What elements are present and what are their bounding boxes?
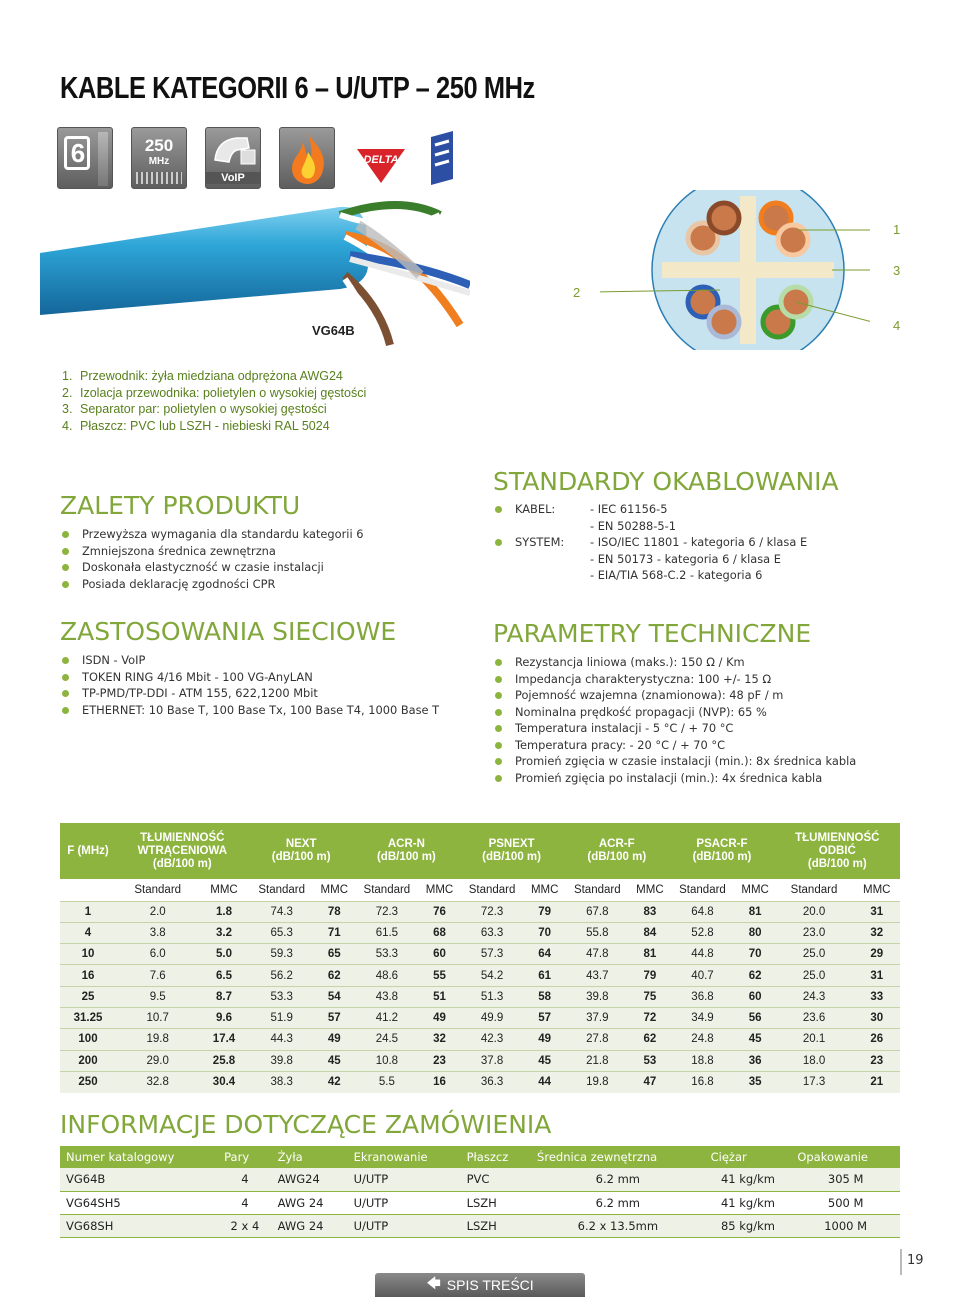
column-header: Ekranowanie: [348, 1146, 461, 1168]
list-item: Przewyższa wymagania dla standardu kategorii 6: [62, 526, 364, 543]
value-cell: 7.6: [116, 965, 199, 986]
table-row: [60, 1007, 900, 1028]
standards-list: [495, 501, 807, 584]
value-cell: 47: [630, 1071, 669, 1092]
applications-list: [62, 652, 439, 718]
table-cell: 4: [218, 1168, 272, 1191]
table-cell: 1000 M: [791, 1214, 900, 1237]
value-cell: 18.0: [775, 1050, 854, 1071]
value-cell: 45: [315, 1050, 354, 1071]
return-loss-header: TŁUMIENNOŚĆ ODBIĆ (dB/100 m): [775, 823, 900, 879]
value-cell: 54: [315, 986, 354, 1007]
product-code-label: VG64B: [312, 323, 355, 338]
applications-title: ZASTOSOWANIA SIECIOWE: [60, 617, 397, 646]
table-cell: AWG 24: [272, 1214, 348, 1237]
list-item: Doskonała elastyczność w czasie instalacji: [62, 559, 364, 576]
value-cell: 81: [630, 944, 669, 965]
page-title: KABLE KATEGORII 6 – U/UTP – 250 MHz: [60, 70, 535, 105]
value-cell: 53.3: [249, 986, 315, 1007]
list-item: Pojemność wzajemna (znamionowa): 48 pF / m: [495, 687, 856, 704]
value-cell: 62: [736, 965, 775, 986]
list-item: Temperatura instalacji - 5 °C / + 70 °C: [495, 720, 856, 737]
value-cell: 26: [853, 1029, 900, 1050]
value-cell: 53.3: [354, 944, 420, 965]
value-cell: 65: [315, 944, 354, 965]
callout-1: 1: [893, 222, 901, 237]
category-6-icon: 6: [57, 127, 113, 189]
value-cell: 57: [525, 1007, 564, 1028]
table-cell: U/UTP: [348, 1191, 461, 1214]
value-cell: 52.8: [669, 922, 735, 943]
value-cell: 16.8: [669, 1071, 735, 1092]
value-cell: 62: [630, 1029, 669, 1050]
table-cell: 305 M: [791, 1168, 900, 1191]
table-row: [60, 986, 900, 1007]
list-item: Zmniejszona średnica zewnętrzna: [62, 543, 364, 560]
toc-button[interactable]: [375, 1273, 585, 1297]
frequency-cell: 16: [60, 965, 116, 986]
value-cell: 49.9: [459, 1007, 525, 1028]
acr-f-header: ACR-F (dB/100 m): [564, 823, 669, 879]
table-cell: 4: [218, 1191, 272, 1214]
value-cell: 72.3: [354, 901, 420, 922]
value-cell: 21.8: [564, 1050, 630, 1071]
value-cell: 80: [736, 922, 775, 943]
technical-list: [495, 654, 856, 786]
value-cell: 79: [630, 965, 669, 986]
value-cell: 10.7: [116, 1007, 199, 1028]
value-cell: 43.7: [564, 965, 630, 986]
value-cell: 57: [315, 1007, 354, 1028]
value-cell: 84: [630, 922, 669, 943]
value-cell: 32.8: [116, 1071, 199, 1092]
value-cell: 60: [420, 944, 459, 965]
column-header: Opakowanie: [791, 1146, 900, 1168]
component-legend: [62, 368, 366, 434]
value-cell: 31: [853, 965, 900, 986]
table-cell: VG64SH5: [60, 1191, 218, 1214]
value-cell: 3.8: [116, 922, 199, 943]
column-header: Płaszcz: [461, 1146, 531, 1168]
cable-product-image: [40, 175, 470, 355]
column-header: Ciężar: [705, 1146, 792, 1168]
table-row: [60, 1050, 900, 1071]
value-cell: 37.9: [564, 1007, 630, 1028]
value-cell: 70: [525, 922, 564, 943]
advantages-title: ZALETY PRODUKTU: [60, 491, 301, 520]
table-cell: 6.2 x 13.5mm: [531, 1214, 705, 1237]
value-cell: 24.8: [669, 1029, 735, 1050]
value-cell: 72: [630, 1007, 669, 1028]
value-cell: 61.5: [354, 922, 420, 943]
table-row: [60, 944, 900, 965]
value-cell: 17.3: [775, 1071, 854, 1092]
value-cell: 27.8: [564, 1029, 630, 1050]
value-cell: 1.8: [199, 901, 248, 922]
value-cell: 47.8: [564, 944, 630, 965]
value-cell: 36.3: [459, 1071, 525, 1092]
table-cell: VG68SH: [60, 1214, 218, 1237]
value-cell: 2.0: [116, 901, 199, 922]
value-cell: 71: [315, 922, 354, 943]
value-cell: 51.3: [459, 986, 525, 1007]
value-cell: 29.0: [116, 1050, 199, 1071]
value-cell: 75: [630, 986, 669, 1007]
value-cell: 40.7: [669, 965, 735, 986]
value-cell: 24.3: [775, 986, 854, 1007]
value-cell: 74.3: [249, 901, 315, 922]
table-cell: 41 kg/km: [705, 1168, 792, 1191]
standard-group-system: SYSTEM: - ISO/IEC 11801 - kategoria 6 / klasa E - EN 50173 - kategoria 6 / klasa E - EIA/TIA 568-C.2 - kategoria 6: [495, 534, 807, 584]
frequency-cell: 200: [60, 1050, 116, 1071]
table-row: [60, 922, 900, 943]
frequency-cell: 25: [60, 986, 116, 1007]
value-cell: 68: [420, 922, 459, 943]
table-row: [60, 1214, 900, 1237]
250-mhz-icon: 250 MHz: [131, 127, 187, 189]
standard-group-cable: KABEL: - IEC 61156-5 - EN 50288-5-1: [495, 501, 807, 534]
value-cell: 83: [630, 901, 669, 922]
value-cell: 33: [853, 986, 900, 1007]
value-cell: 39.8: [564, 986, 630, 1007]
value-cell: 20.0: [775, 901, 854, 922]
value-cell: 48.6: [354, 965, 420, 986]
table-row: [60, 1191, 900, 1214]
value-cell: 37.8: [459, 1050, 525, 1071]
value-cell: 62: [315, 965, 354, 986]
table-cell: AWG 24: [272, 1191, 348, 1214]
value-cell: 30.4: [199, 1071, 248, 1092]
list-item: Rezystancja liniowa (maks.): 150 Ω / Km: [495, 654, 856, 671]
value-cell: 17.4: [199, 1029, 248, 1050]
value-cell: 60: [736, 986, 775, 1007]
value-cell: 70: [736, 944, 775, 965]
arrow-left-icon: 🡄: [426, 1275, 441, 1291]
value-cell: 79: [525, 901, 564, 922]
psnext-header: PSNEXT (dB/100 m): [459, 823, 564, 879]
list-item: ETHERNET: 10 Base T, 100 Base Tx, 100 Base T4, 1000 Base T: [62, 702, 439, 719]
cable-cross-section-diagram: [600, 190, 870, 350]
table-subheader-row: Standard MMC Standard MMC Standard MMC Standard MMC Standard MMC Standard MMC Standard MMC: [60, 879, 900, 901]
legend-item: 2. Izolacja przewodnika: polietylen o wysokiej gęstości: [62, 385, 367, 400]
table-row: [60, 1029, 900, 1050]
value-cell: 21: [853, 1071, 900, 1092]
frequency-cell: 4: [60, 922, 116, 943]
next-header: NEXT (dB/100 m): [249, 823, 354, 879]
list-item: TOKEN RING 4/16 Mbit - 100 VG-AnyLAN: [62, 669, 439, 686]
list-item: Posiada deklarację zgodności CPR: [62, 576, 364, 593]
value-cell: 56.2: [249, 965, 315, 986]
legend-item: 4. Płaszcz: PVC lub LSZH - niebieski RAL 5024: [62, 418, 330, 433]
list-item: Promień zgięcia po instalacji (min.): 4x średnica kabla: [495, 770, 856, 787]
value-cell: 9.5: [116, 986, 199, 1007]
value-cell: 23: [853, 1050, 900, 1071]
table-header-row: [60, 1146, 900, 1168]
column-header: Żyła: [272, 1146, 348, 1168]
table-cell: 41 kg/km: [705, 1191, 792, 1214]
value-cell: 44.3: [249, 1029, 315, 1050]
value-cell: 55.8: [564, 922, 630, 943]
value-cell: 45: [736, 1029, 775, 1050]
frequency-cell: 1: [60, 901, 116, 922]
page-number: 19: [907, 1253, 924, 1268]
value-cell: 29: [853, 944, 900, 965]
callout-4: 4: [893, 318, 901, 333]
value-cell: 5.0: [199, 944, 248, 965]
value-cell: 41.2: [354, 1007, 420, 1028]
technical-title: PARAMETRY TECHNICZNE: [493, 619, 812, 648]
table-cell: VG64B: [60, 1168, 218, 1191]
value-cell: 78: [315, 901, 354, 922]
value-cell: 19.8: [116, 1029, 199, 1050]
value-cell: 56: [736, 1007, 775, 1028]
table-cell: LSZH: [461, 1214, 531, 1237]
value-cell: 35: [736, 1071, 775, 1092]
value-cell: 39.8: [249, 1050, 315, 1071]
table-cell: 2 x 4: [218, 1214, 272, 1237]
list-item: Impedancja charakterystyczna: 100 +/- 15 Ω: [495, 671, 856, 688]
value-cell: 58: [525, 986, 564, 1007]
value-cell: 54.2: [459, 965, 525, 986]
value-cell: 24.5: [354, 1029, 420, 1050]
frequency-cell: 31.25: [60, 1007, 116, 1028]
psacr-f-header: PSACR-F (dB/100 m): [669, 823, 774, 879]
value-cell: 23.0: [775, 922, 854, 943]
table-cell: 85 kg/km: [705, 1214, 792, 1237]
value-cell: 51.9: [249, 1007, 315, 1028]
value-cell: 63.3: [459, 922, 525, 943]
value-cell: 18.8: [669, 1050, 735, 1071]
value-cell: 44: [525, 1071, 564, 1092]
standards-title: STANDARDY OKABLOWANIA: [493, 467, 839, 496]
value-cell: 19.8: [564, 1071, 630, 1092]
value-cell: 42.3: [459, 1029, 525, 1050]
value-cell: 53: [630, 1050, 669, 1071]
callout-3: 3: [893, 263, 901, 278]
table-cell: U/UTP: [348, 1168, 461, 1191]
table-row: [60, 901, 900, 922]
table-cell: 6.2 mm: [531, 1168, 705, 1191]
value-cell: 20.1: [775, 1029, 854, 1050]
list-item: Promień zgięcia w czasie instalacji (min.): 8x średnica kabla: [495, 753, 856, 770]
voip-icon: VoIP: [205, 127, 261, 189]
page-number-divider: [900, 1249, 902, 1275]
value-cell: 25.0: [775, 965, 854, 986]
table-header-row: [60, 823, 900, 879]
value-cell: 23: [420, 1050, 459, 1071]
phone-plug-icon: [207, 130, 261, 170]
value-cell: 43.8: [354, 986, 420, 1007]
value-cell: 76: [420, 901, 459, 922]
value-cell: 6.5: [199, 965, 248, 986]
value-cell: 44.8: [669, 944, 735, 965]
value-cell: 8.7: [199, 986, 248, 1007]
table-cell: 500 M: [791, 1191, 900, 1214]
table-cell: PVC: [461, 1168, 531, 1191]
value-cell: 59.3: [249, 944, 315, 965]
value-cell: 23.6: [775, 1007, 854, 1028]
value-cell: 65.3: [249, 922, 315, 943]
table-cell: LSZH: [461, 1191, 531, 1214]
list-item: ISDN - VoIP: [62, 652, 439, 669]
value-cell: 9.6: [199, 1007, 248, 1028]
value-cell: 42: [315, 1071, 354, 1092]
value-cell: 5.5: [354, 1071, 420, 1092]
svg-text:DELTA: DELTA: [363, 154, 399, 166]
order-table: [60, 1146, 900, 1238]
f-mhz-header: F (MHz): [60, 823, 116, 879]
cable-jacket: [40, 207, 368, 315]
value-cell: 61: [525, 965, 564, 986]
value-cell: 3.2: [199, 922, 248, 943]
table-cell: U/UTP: [348, 1214, 461, 1237]
value-cell: 6.0: [116, 944, 199, 965]
value-cell: 51: [420, 986, 459, 1007]
column-header: Numer katalogowy: [60, 1146, 218, 1168]
value-cell: 36.8: [669, 986, 735, 1007]
value-cell: 34.9: [669, 1007, 735, 1028]
value-cell: 64: [525, 944, 564, 965]
insertion-loss-header: TŁUMIENNOŚĆ WTRĄCENIOWA (dB/100 m): [116, 823, 249, 879]
table-row: [60, 965, 900, 986]
value-cell: 25.8: [199, 1050, 248, 1071]
list-item: TP-PMD/TP-DDI - ATM 155, 622,1200 Mbit: [62, 685, 439, 702]
value-cell: 38.3: [249, 1071, 315, 1092]
advantages-list: [62, 526, 364, 592]
value-cell: 57.3: [459, 944, 525, 965]
table-cell: 6.2 mm: [531, 1191, 705, 1214]
value-cell: 72.3: [459, 901, 525, 922]
value-cell: 36: [736, 1050, 775, 1071]
acr-n-header: ACR-N (dB/100 m): [354, 823, 459, 879]
value-cell: 55: [420, 965, 459, 986]
order-info-title: INFORMACJE DOTYCZĄCE ZAMÓWIENIA: [60, 1110, 552, 1139]
table-row: [60, 1071, 900, 1092]
value-cell: 31: [853, 901, 900, 922]
value-cell: 49: [420, 1007, 459, 1028]
list-item: Temperatura pracy: - 20 °C / + 70 °C: [495, 737, 856, 754]
value-cell: 45: [525, 1050, 564, 1071]
table-cell: AWG24: [272, 1168, 348, 1191]
frequency-cell: 100: [60, 1029, 116, 1050]
frequency-cell: 250: [60, 1071, 116, 1092]
value-cell: 67.8: [564, 901, 630, 922]
value-cell: 25.0: [775, 944, 854, 965]
list-item: Nominalna prędkość propagacji (NVP): 65 %: [495, 704, 856, 721]
callout-2: 2: [573, 285, 581, 300]
frequency-cell: 10: [60, 944, 116, 965]
value-cell: 49: [315, 1029, 354, 1050]
value-cell: 16: [420, 1071, 459, 1092]
column-header: Pary: [218, 1146, 272, 1168]
legend-item: 1. Przewodnik: żyła miedziana odprężona AWG24: [62, 369, 343, 383]
legend-item: 3. Separator par: polietylen o wysokiej gęstości: [62, 402, 327, 416]
value-cell: 64.8: [669, 901, 735, 922]
value-cell: 32: [420, 1029, 459, 1050]
value-cell: 30: [853, 1007, 900, 1028]
value-cell: 32: [853, 922, 900, 943]
table-row: [60, 1168, 900, 1191]
value-cell: 81: [736, 901, 775, 922]
value-cell: 49: [525, 1029, 564, 1050]
column-header: Średnica zewnętrzna: [531, 1146, 705, 1168]
toc-button-label: SPIS TREŚCI: [446, 1277, 534, 1293]
value-cell: 10.8: [354, 1050, 420, 1071]
parameters-table: [60, 823, 900, 1093]
